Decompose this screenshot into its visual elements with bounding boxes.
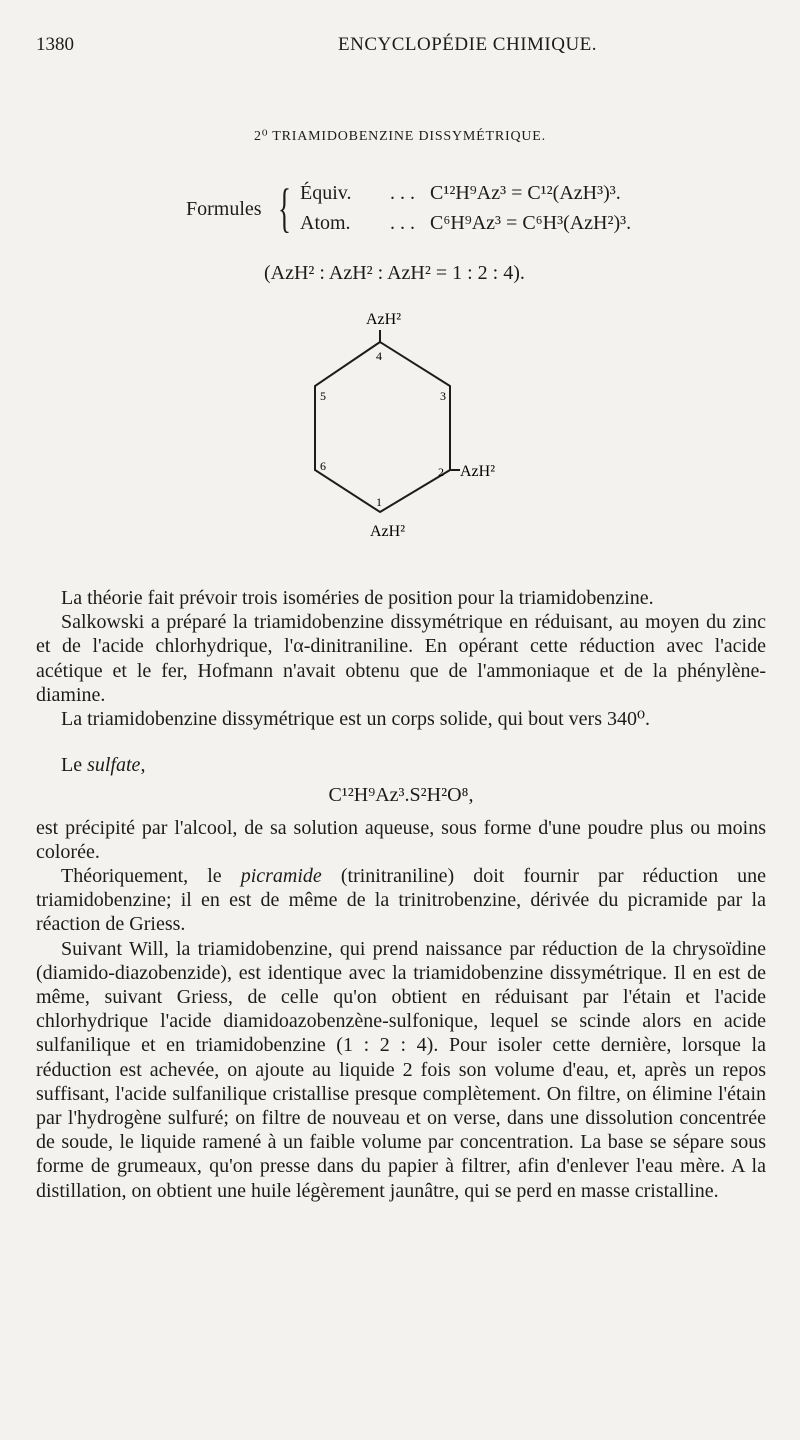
italic-term: picramide	[240, 865, 322, 888]
position-label: 1	[376, 495, 382, 509]
position-label: 6	[320, 459, 326, 473]
formula-block	[0, 178, 800, 248]
formula-row-equiv	[300, 182, 621, 205]
section-title: 2⁰ TRIAMIDOBENZINE DISSYMÉTRIQUE.	[254, 129, 546, 144]
position-ratio: (AzH² : AzH² : AzH² = 1 : 2 : 4).	[264, 262, 525, 284]
position-label: 4	[376, 349, 382, 363]
position-label: 2	[438, 465, 444, 479]
right-substituent: AzH²	[460, 463, 496, 480]
italic-term: sulfate	[87, 754, 141, 777]
formula-dots: . . .	[390, 212, 415, 234]
sulfate-formula: C¹²H⁹Az³.S²H²O⁸,	[328, 784, 474, 807]
formula-dots: . . .	[390, 182, 415, 204]
paragraph: La théorie fait prévoir trois isoméries de position pour la triamidobenzine.	[61, 587, 654, 609]
running-title: ENCYCLOPÉDIE CHIMIQUE.	[338, 34, 598, 55]
paragraph: Salkowski a préparé la triamidobenzine dissymétrique en réduisant, au moyen du zinc et de l'acide chlorhydrique, l'α-dinitraniline. En opérant cette réduction avec l'acide acétique et le fer, Hofmann n'avait obtenu que de l'ammoniaque et de la phénylène-diamine.	[36, 611, 766, 706]
page-header	[36, 34, 764, 64]
benzene-ring-diagram	[290, 300, 530, 550]
formula-row-atom	[300, 212, 631, 235]
paragraph: est précipité par l'alcool, de sa solution aqueuse, sous forme d'une poudre plus ou moins colorée.	[36, 816, 766, 863]
formula-name: Équiv.	[300, 182, 352, 204]
bottom-substituent: AzH²	[370, 523, 406, 540]
hexagon-ring	[315, 342, 450, 512]
formula-name: Atom.	[300, 212, 351, 234]
paragraph-sulfate: Le sulfate,	[61, 754, 146, 777]
position-label: 5	[320, 389, 326, 403]
formulas-label: Formules	[186, 198, 262, 220]
body-text	[36, 586, 766, 1203]
formula-value: C¹²H⁹Az³ = C¹²(AzH³)³.	[430, 182, 621, 204]
formula-value: C⁶H⁹Az³ = C⁶H³(AzH²)³.	[430, 212, 632, 234]
top-substituent: AzH²	[366, 311, 402, 328]
paragraph: Suivant Will, la triamidobenzine, qui prend naissance par réduction de la chrysoïdine (diamido-diazobenzide), est identique avec la triamidobenzine dissymétrique. Il en est de même, suivant Griess, de celle qu'on obtient en réduisant par l'étain et l'acide chlorhydrique l'acide diamidoazobenzène-sulfonique, lequel se scinde alors en acide sulfanilique et en triamidobenzine (1 : 2 : 4). Pour isoler cette dernière, lorsque la réduction est achevée, on ajoute au liquide 2 fois son volume d'eau, et, après un repos suffisant, l'acide sulfanilique cristallise presque complètement. On filtre, on élimine l'étain par l'hydrogène sulfuré; on filtre de nouveau et on verse, dans une dissolution concentrée de soude, le liquide ramené à un faible volume par concentration. La base se sépare sous forme de grumeaux, qu'on presse dans du papier à filtrer, afin d'enlever l'eau mère. A la distillation, on obtient une huile légèrement jaunâtre, qui se perd en masse cristalline.	[36, 937, 766, 1202]
paragraph-picramide: Théoriquement, le picramide (trinitraniline) doit fournir par réduction une triamidobenzine; il en est de même de la trinitrobenzine, dérivée du picramide par la réaction de Griess.	[36, 865, 766, 936]
position-label: 3	[440, 389, 446, 403]
paragraph: La triamidobenzine dissymétrique est un corps solide, qui bout vers 340⁰.	[61, 708, 651, 731]
page-number: 1380	[36, 34, 74, 55]
brace-icon: {	[278, 178, 291, 238]
